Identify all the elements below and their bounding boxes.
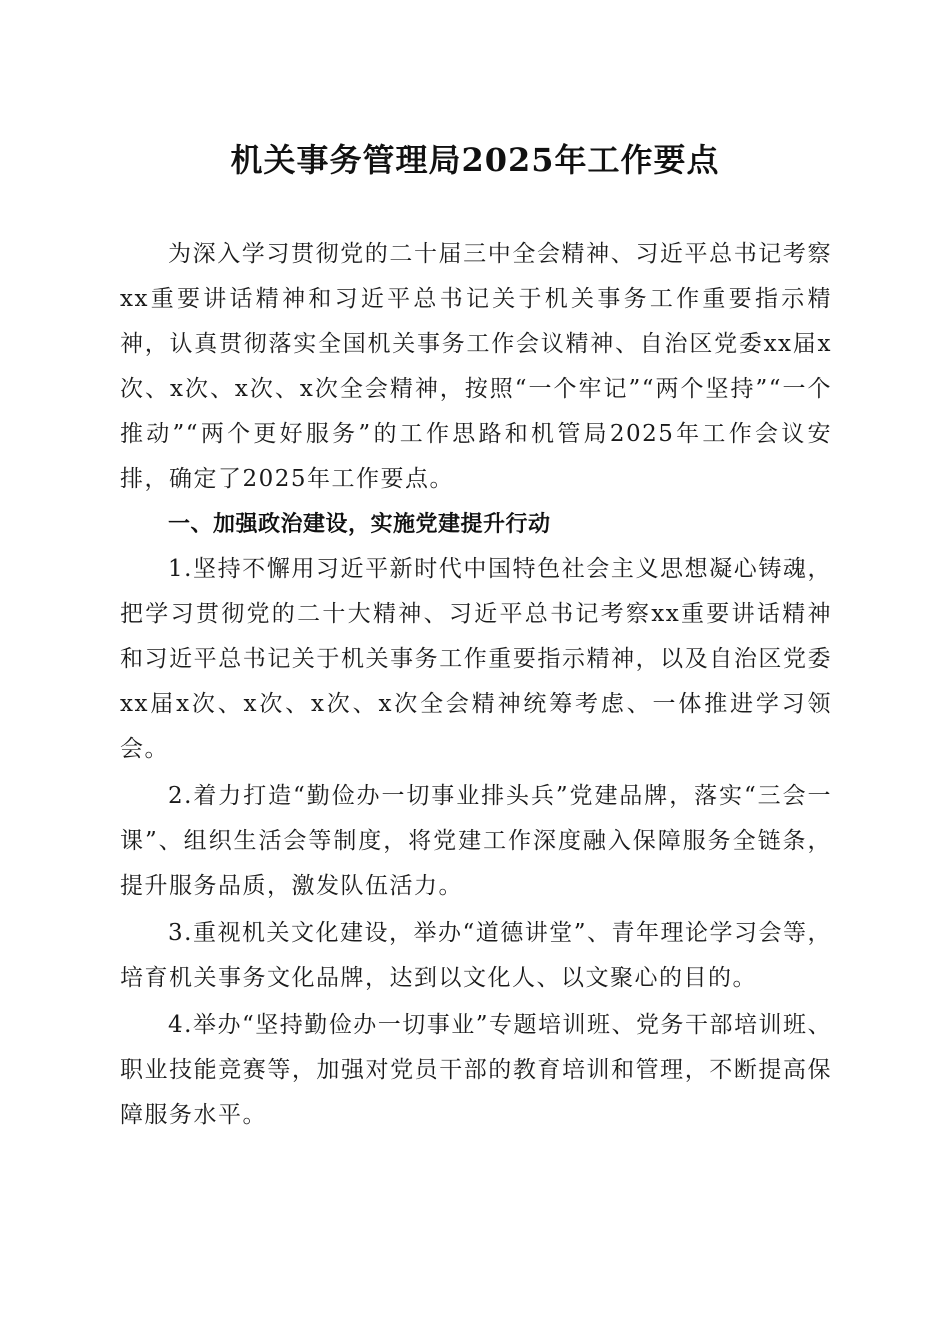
list-item: 4.举办“坚持勤俭办一切事业”专题培训班、党务干部培训班、职业技能竞赛等，加强对党员干部的教育培训和管理，不断提高保障服务水平。 xyxy=(120,1012,832,1128)
list-item: 3.重视机关文化建设，举办“道德讲堂”、青年理论学习会等，培育机关事务文化品牌，达到以文化人、以文聚心的目的。 xyxy=(120,920,832,991)
document-title: 机关事务管理局2025年工作要点 xyxy=(230,141,720,179)
document-body xyxy=(120,232,832,1138)
list-item: 2.着力打造“勤俭办一切事业排头兵”党建品牌，落实“三会一课”、组织生活会等制度，将党建工作深度融入保障服务全链条，提升服务品质，激发队伍活力。 xyxy=(120,783,832,899)
section-heading: 一、加强政治建设，实施党建提升行动 xyxy=(168,512,551,537)
list-item: 1.坚持不懈用习近平新时代中国特色社会主义思想凝心铸魂，把学习贯彻党的二十大精神、习近平总书记考察xx重要讲话精神和习近平总书记关于机关事务工作重要指示精神，以及自治区党委xx届x次、x次、x次、x次全会精神统筹考虑、一体推进学习领会。 xyxy=(120,556,832,762)
intro-paragraph: 为深入学习贯彻党的二十届三中全会精神、习近平总书记考察xx重要讲话精神和习近平总书记关于机关事务工作重要指示精神，认真贯彻落实全国机关事务工作会议精神、自治区党委xx届x次、x次、x次、x次全会精神，按照“一个牢记”“两个坚持”“一个推动”“两个更好服务”的工作思路和机管局2025年工作会议安排，确定了2025年工作要点。 xyxy=(120,241,832,492)
